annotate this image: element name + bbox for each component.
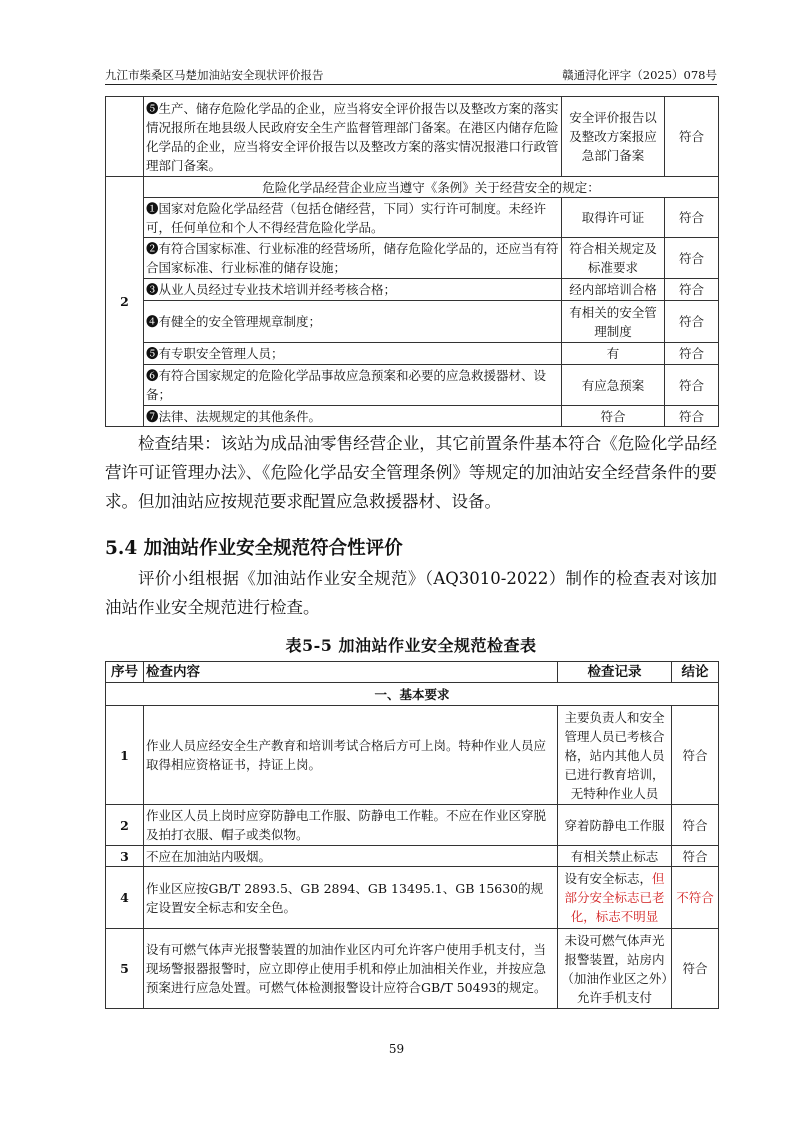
table-cell-record: 有 [562,343,665,365]
record-text: 设有安全标志， [564,871,652,886]
safety-check-table [105,661,719,1009]
table-group-row [106,683,719,706]
table-cell-num: 3 [106,846,144,867]
table-cell-result: 符合 [665,97,719,177]
table-cell-content: ❷有符合国家标准、行业标准的经营场所，储存危险化学品的，还应当有符合国家标准、行业标准的储存设施； [144,238,562,279]
table-row [106,343,719,365]
table-cell-record: 经内部培训合格 [562,279,665,301]
table-cell-result: 符合 [665,301,719,343]
table-row [106,238,719,279]
table-row [106,97,719,177]
table-cell-result: 符合 [665,238,719,279]
table-row [106,301,719,343]
table-cell-content: ❺有专职安全管理人员； [144,343,562,365]
table-cell-num: 2 [106,177,144,427]
table-cell-num: 4 [106,867,144,929]
table-cell-content: 不应在加油站内吸烟。 [144,846,558,867]
table-cell-record: 主要负责人和安全管理人员已考核合格，站内其他人员已进行教育培训，无特种作业人员 [558,706,672,805]
check-result-paragraph: 检查结果：该站为成品油零售经营企业，其它前置条件基本符合《危险化学品经营许可证管理办法》、《危险化学品安全管理条例》等规定的加油站安全经营条件的要求。但加油站应按规范要求配置应急救援器材、设备。 [105,434,717,511]
table-cell-result: 符合 [665,343,719,365]
table-cell-record: 穿着防静电工作服 [558,805,672,846]
table-cell-record: 取得许可证 [562,198,665,238]
continued-check-table [105,96,719,427]
table-cell-record: 有相关禁止标志 [558,846,672,867]
header-content: 检查内容 [144,662,558,683]
table-row [106,929,719,1009]
table-cell-content: 设有可燃气体声光报警装置的加油作业区内可允许客户使用手机支付，当现场警报器报警时，应立即停止使用手机和停止加油相关作业，并按应急预案进行应急处置。可燃气体检测报警设计应符合GB/T 50493的规定。 [144,929,558,1009]
table-cell-content: ❶国家对危险化学品经营（包括仓储经营，下同）实行许可制度。未经许可，任何单位和个人不得经营危险化学品。 [144,198,562,238]
record-deficiency-text: 但部分安全标志已老化，标志不明显 [564,871,665,924]
table-cell-record: 符合相关规定及标准要求 [562,238,665,279]
header-record: 检查记录 [558,662,672,683]
table-row [106,365,719,406]
table-row [106,706,719,805]
table-cell-content: 作业区应按GB/T 2893.5、GB 2894、GB 13495.1、GB 15630的规定设置安全标志和安全色。 [144,867,558,929]
table-cell-record: 未设可燃气体声光报警装置，站房内（加油作业区之外）允许手机支付 [558,929,672,1009]
table-row [106,177,719,198]
intro-paragraph: 评价小组根据《加油站作业安全规范》（AQ3010-2022）制作的检查表对该加油站作业安全规范进行检查。 [105,569,717,617]
table-row [106,406,719,427]
table-cell-content: 作业区人员上岗时应穿防静电工作服、防静电工作鞋。不应在作业区穿脱及拍打衣服、帽子或类似物。 [144,805,558,846]
table-row [106,846,719,867]
table-cell-result: 符合 [665,279,719,301]
table-cell-result: 符合 [665,198,719,238]
table-cell-result: 符合 [672,706,719,805]
table-cell-result: 符合 [672,846,719,867]
table-cell-result: 符合 [665,406,719,427]
table-cell-result-nonconform: 不符合 [672,867,719,929]
section-heading: 5.4 加油站作业安全规范符合性评价 [105,538,403,559]
header-num: 序号 [106,662,144,683]
table-cell-content: ❸从业人员经过专业技术培训并经考核合格； [144,279,562,301]
table-section-header: 危险化学品经营企业应当遵守《条例》关于经营安全的规定： [144,177,719,198]
table-cell-record: 符合 [562,406,665,427]
table-caption: 表5-5 加油站作业安全规范检查表 [285,636,537,655]
group-heading: 一、基本要求 [106,683,719,706]
header-report-title: 九江市柴桑区马楚加油站安全现状评价报告 [105,68,324,82]
table-cell-content: ❹有健全的安全管理规章制度； [144,301,562,343]
table-cell-content: ❺生产、储存危险化学品的企业，应当将安全评价报告以及整改方案的落实情况报所在地县级人民政府安全生产监督管理部门备案。在港区内储存危险化学品的企业，应当将安全评价报告以及整改方案的落实情况报港口行政管理部门备案。 [144,97,562,177]
table-cell-content: ❻有符合国家规定的危险化学品事故应急预案和必要的应急救援器材、设备； [144,365,562,406]
table-cell-content: 作业人员应经安全生产教育和培训考试合格后方可上岗。特种作业人员应取得相应资格证书，持证上岗。 [144,706,558,805]
header-result: 结论 [672,662,719,683]
header-report-number: 赣通浔化评字（2025）078号 [562,68,717,82]
page-number: 59 [388,1042,405,1056]
table-cell-result: 符合 [672,929,719,1009]
table-cell-record: 有应急预案 [562,365,665,406]
table-cell-content: ❼法律、法规规定的其他条件。 [144,406,562,427]
table-cell-num: 1 [106,706,144,805]
table-row [106,198,719,238]
table-cell-result: 符合 [672,805,719,846]
table-cell-record [558,867,672,929]
table-cell-num: 5 [106,929,144,1009]
table-cell-record: 安全评价报告以及整改方案报应急部门备案 [562,97,665,177]
table-header-row [106,662,719,683]
table-cell-num: 2 [106,805,144,846]
table-row [106,867,719,929]
table-cell-record: 有相关的安全管理制度 [562,301,665,343]
page-header [105,66,717,85]
table-cell-result: 符合 [665,365,719,406]
table-row [106,805,719,846]
table-cell-num [106,97,144,177]
table-row [106,279,719,301]
